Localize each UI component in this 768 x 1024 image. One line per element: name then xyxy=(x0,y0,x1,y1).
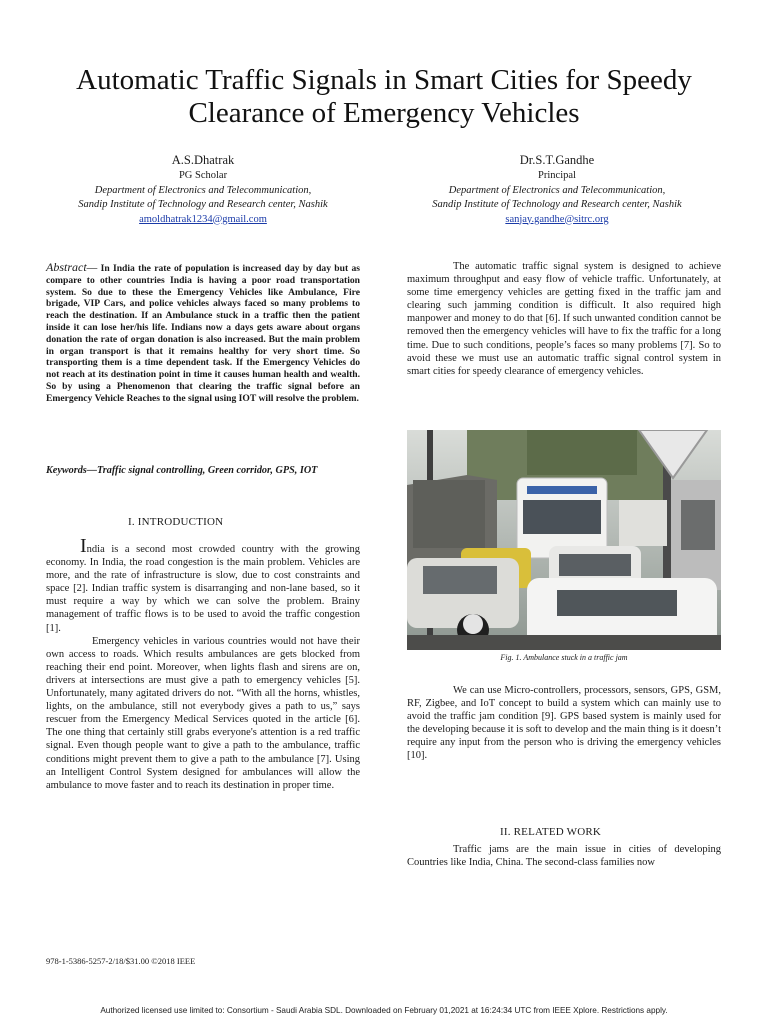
author-block-1 xyxy=(46,152,360,227)
paper-title: Automatic Traffic Signals in Smart Cities for Speedy Clearance of Emergency Vehicles xyxy=(76,64,692,129)
right-column-paragraph-1 xyxy=(407,260,721,378)
right-column-paragraph-3 xyxy=(407,843,721,869)
traffic-photo-illustration xyxy=(407,430,721,650)
author-role: Principal xyxy=(538,170,576,181)
paragraph xyxy=(46,535,360,635)
abstract-text: In India the rate of population is increased day by day but as compare to other countries India is having a poor road transportation system. So due to these the Emergency Vehicles like Ambulance, Fire brigade, VIP Cars, and police vehicles always faced so many problems to reach the destination. If an Ambulance stuck in a traffic then the patient inside it can lose her/his life. Indians now a days gets aware about organs donation the rate of organ donation is also increased. But the main problem in organ transport is that it remains healthy for very short time. So transporting them is a time dependent task. If the Emergency Vehicles do not reach at its destination point in time it causes human health and wealth. So by using a Phenomenon that clearing the traffic signal before an Emergency Vehicle Reaches to the signal using IOT will resolve the problem. xyxy=(46,263,360,404)
author-name: A.S.Dhatrak xyxy=(171,153,235,167)
paragraph: Traffic jams are the main issue in cities of developing Countries like India, China. The second-class families now xyxy=(407,844,721,869)
author-email-link[interactable]: amoldhatrak1234@gmail.com xyxy=(139,213,267,225)
right-column-paragraph-2 xyxy=(407,684,721,763)
paragraph-text: ndia is a second most crowded country with the growing economy. In India, the road congestion is the main problem. Vehicles are more, and the rate of infrastructure is slow, due to cost constraints and space [2]. Indian traffic system is disarranging and non-lane based, so it must require a way by which we can solve the problem. Brainy management of traffic flows is to be used to avoid the traffic congestion [1]. xyxy=(46,544,360,634)
author-institution: Sandip Institute of Technology and Research center, Nashik xyxy=(432,199,682,210)
author-block-2 xyxy=(392,152,722,227)
drop-cap: I xyxy=(80,535,87,557)
paragraph: We can use Micro-controllers, processors, sensors, GPS, GSM, RF, Zigbee, and IoT concept to build a system which can mainly use to avoid the traffic jam condition [9]. GPS based system is mainly used for the developing because it is soft to develop and the main thing is it doesn’t require any input from the person who is driving the emergency vehicles [10]. xyxy=(407,685,721,762)
section-heading-introduction: I. INTRODUCTION xyxy=(128,516,224,528)
introduction-body xyxy=(46,535,360,792)
keywords: Keywords—Traffic signal controlling, Green corridor, GPS, IOT xyxy=(46,465,318,476)
isbn-line: 978-1-5386-5257-2/18/$31.00 ©2018 IEEE xyxy=(46,956,196,966)
author-institution: Sandip Institute of Technology and Research center, Nashik xyxy=(78,199,328,210)
paragraph: The automatic traffic signal system is designed to achieve maximum throughput and easy flow of vehicle traffic. Unfortunately, at some time emergency vehicles are getting fixed in the traffic jam and clearing such jamming condition is difficult. It also required high manpower and money to do that [6]. If such unwanted condition cannot be removed then the emergency vehicles will have to fix the traffic for a long time. Due to such conditions, people’s faces so many problems [7]. So to avoid these we must use an automatic traffic signal control system in smart cities for speedy clearance of emergency vehicles. xyxy=(407,261,721,377)
author-dept: Department of Electronics and Telecommunication, xyxy=(94,184,312,196)
paragraph: Emergency vehicles in various countries would not have their own access to roads. Which results ambulances are gets blocked from reaching their end point. Moreover, when lights flash and sirens are on, drivers at intersections are must give a path to emergency vehicles [5]. Unfortunately, many agitated drivers do not. “With all the horns, whistles, lights, on the ambulance, still not everybody gives a path to us,” says rescuer from the Emergency Medical Services quoted in the article [6]. The one thing that certainly still grabs everyone's attention is a red traffic signal. Even though people want to give a path to the ambulance, traffic conditions might prevent them to give a path to the ambulance [7]. Using an Intelligent Control System designed for ambulances will allow the ambulance to move faster and to reach its destination in proper time. xyxy=(46,635,360,791)
abstract xyxy=(46,262,360,405)
abstract-label: Abstract— xyxy=(46,260,98,274)
author-dept: Department of Electronics and Telecommunication, xyxy=(448,184,666,196)
author-role: PG Scholar xyxy=(178,170,228,181)
section-heading-related-work: II. RELATED WORK xyxy=(500,826,602,838)
figure-caption: Fig. 1. Ambulance stuck in a traffic jam xyxy=(500,653,628,662)
figure-ambulance-traffic-photo xyxy=(407,430,721,650)
author-name: Dr.S.T.Gandhe xyxy=(519,153,595,167)
license-footer: Authorized licensed use limited to: Consortium - Saudi Arabia SDL. Downloaded on February 01,2021 at 16:24:34 UTC from IEEE Xplore. Restrictions apply. xyxy=(100,1006,668,1015)
author-email-link[interactable]: sanjay.gandhe@sitrc.org xyxy=(505,213,609,225)
